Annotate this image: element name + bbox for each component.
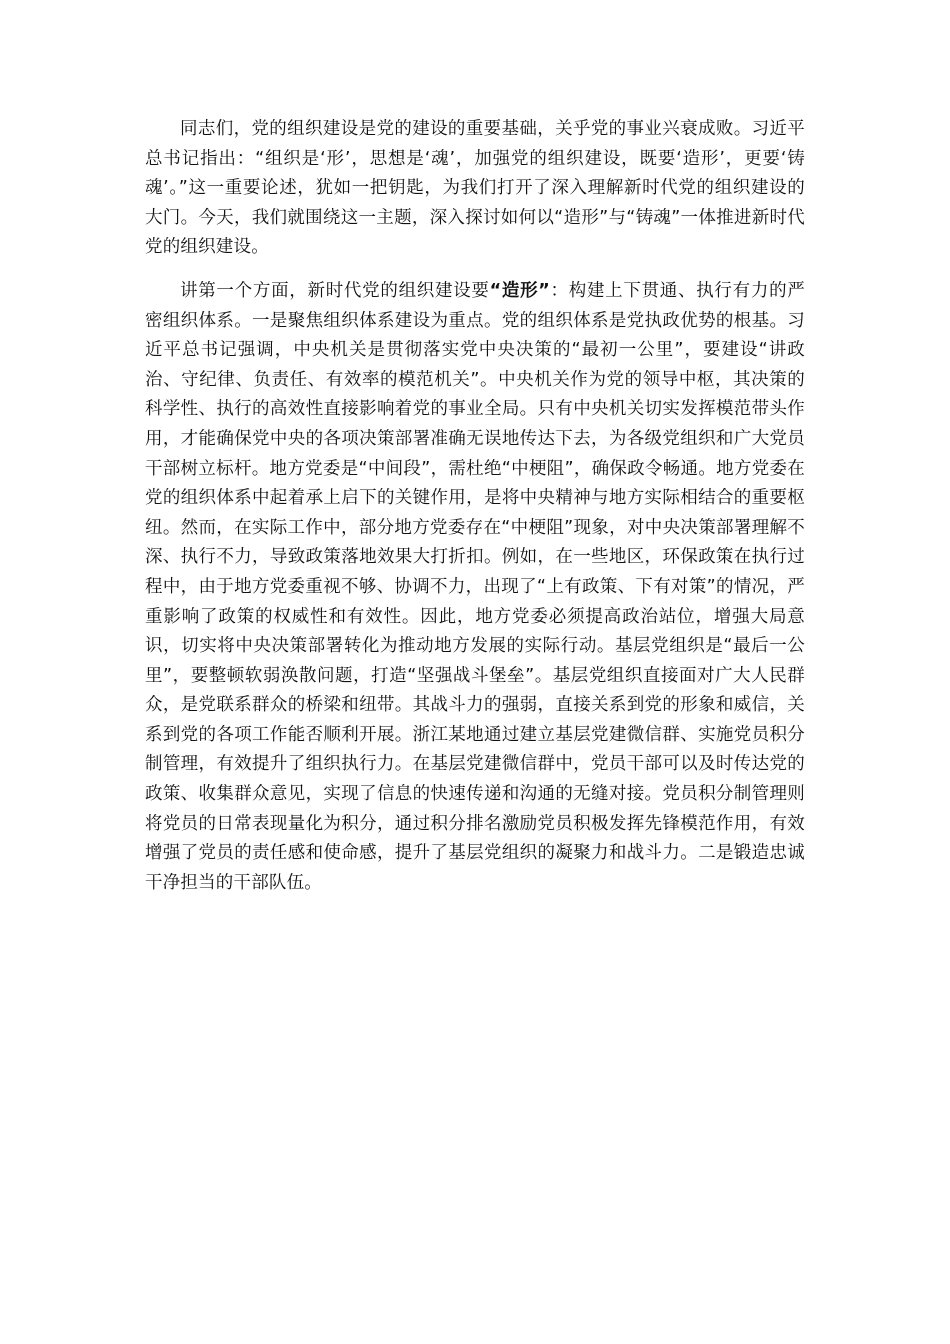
paragraph-lead-text: 讲第一个方面，新时代党的组织建设要 <box>180 280 490 301</box>
document-page <box>145 115 805 898</box>
emphasis-zaoxing: “造形” <box>489 280 550 301</box>
paragraph-intro: 同志们，党的组织建设是党的建设的重要基础，关乎党的事业兴衰成败。习近平总书记指出：“组织是‘形’，思想是‘魂’，加强党的组织建设，既要‘造形’，更要‘铸魂’。”这一重要论述，犹如一把钥匙，为我们打开了深入理解新时代党的组织建设的大门。今天，我们就围绕这一主题，深入探讨如何以“造形”与“铸魂”一体推进新时代党的组织建设。 <box>145 119 805 258</box>
paragraph-organization-form <box>145 277 805 898</box>
paragraph-body-text: ：构建上下贯通、执行有力的严密组织体系。一是聚焦组织体系建设为重点。党的组织体系是党执政优势的根基。习近平总书记强调，中央机关是贯彻落实党中央决策的“最初一公里”，要建设“讲政治、守纪律、负责任、有效率的模范机关”。中央机关作为党的领导中枢，其决策的科学性、执行的高效性直接影响着党的事业全局。只有中央机关切实发挥模范带头作用，才能确保党中央的各项决策部署准确无误地传达下去，为各级党组织和广大党员干部树立标杆。地方党委是“中间段”，需杜绝“中梗阻”，确保政令畅通。地方党委在党的组织体系中起着承上启下的关键作用，是将中央精神与地方实际相结合的重要枢纽。然而，在实际工作中，部分地方党委存在“中梗阻”现象，对中央决策部署理解不深、执行不力，导致政策落地效果大打折扣。例如，在一些地区，环保政策在执行过程中，由于地方党委重视不够、协调不力，出现了“上有政策、下有对策”的情况，严重影响了政策的权威性和有效性。因此，地方党委必须提高政治站位，增强大局意识，切实将中央决策部署转化为推动地方发展的实际行动。基层党组织是“最后一公里”，要整顿软弱涣散问题，打造“坚强战斗堡垒”。基层党组织直接面对广大人民群众，是党联系群众的桥梁和纽带。其战斗力的强弱，直接关系到党的形象和威信，关系到党的各项工作能否顺利开展。浙江某地通过建立基层党建微信群、实施党员积分制管理，有效提升了组织执行力。在基层党建微信群中，党员干部可以及时传达党的政策、收集群众意见，实现了信息的快速传递和沟通的无缝对接。党员积分制管理则将党员的日常表现量化为积分，通过积分排名激励党员积极发挥先锋模范作用，有效增强了党员的责任感和使命感，提升了基层党组织的凝聚力和战斗力。二是锻造忠诚干净担当的干部队伍。 <box>145 280 805 893</box>
